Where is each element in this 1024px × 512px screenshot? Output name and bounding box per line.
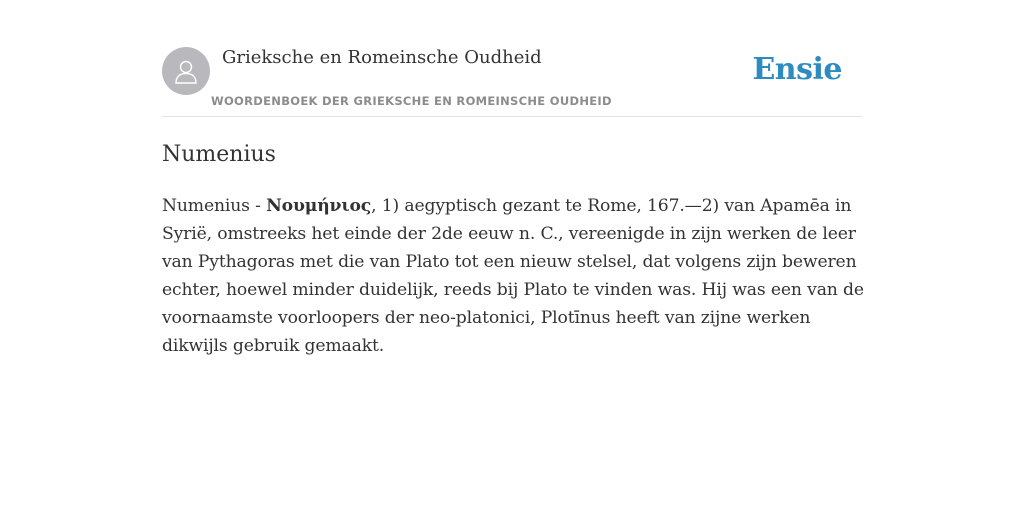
- entry-body-intro: Numenius -: [162, 196, 267, 216]
- ensie-logo[interactable]: Ensie: [752, 52, 842, 87]
- entry-body-greek-term: Νουμήνιος: [266, 196, 372, 216]
- entry-body: [162, 192, 867, 360]
- source-subtitle: WOORDENBOEK DER GRIEKSCHE EN ROMEINSCHE OUDHEID: [211, 94, 612, 108]
- avatar[interactable]: [162, 47, 210, 95]
- entry-title: Numenius: [162, 142, 276, 167]
- entry-body-text: , 1) aegyptisch gezant te Rome, 167.—2) van Apamēa in Syrië, omstreeks het einde der 2de eeuw n. C., vereenigde in zijn werken de leer van Pythagoras met die van Plato tot een nieuw stelsel, dat volgens zijn beweren echter, hoewel minder duidelijk, reeds bij Plato te vinden was. Hij was een van de voornaamste voorloopers der neo-platonici, Plotīnus heeft van zijne werken dikwijls gebruik gemaakt.: [162, 196, 864, 356]
- header: [162, 44, 862, 117]
- user-icon: [172, 57, 200, 85]
- source-title-link[interactable]: Grieksche en Romeinsche Oudheid: [222, 47, 542, 68]
